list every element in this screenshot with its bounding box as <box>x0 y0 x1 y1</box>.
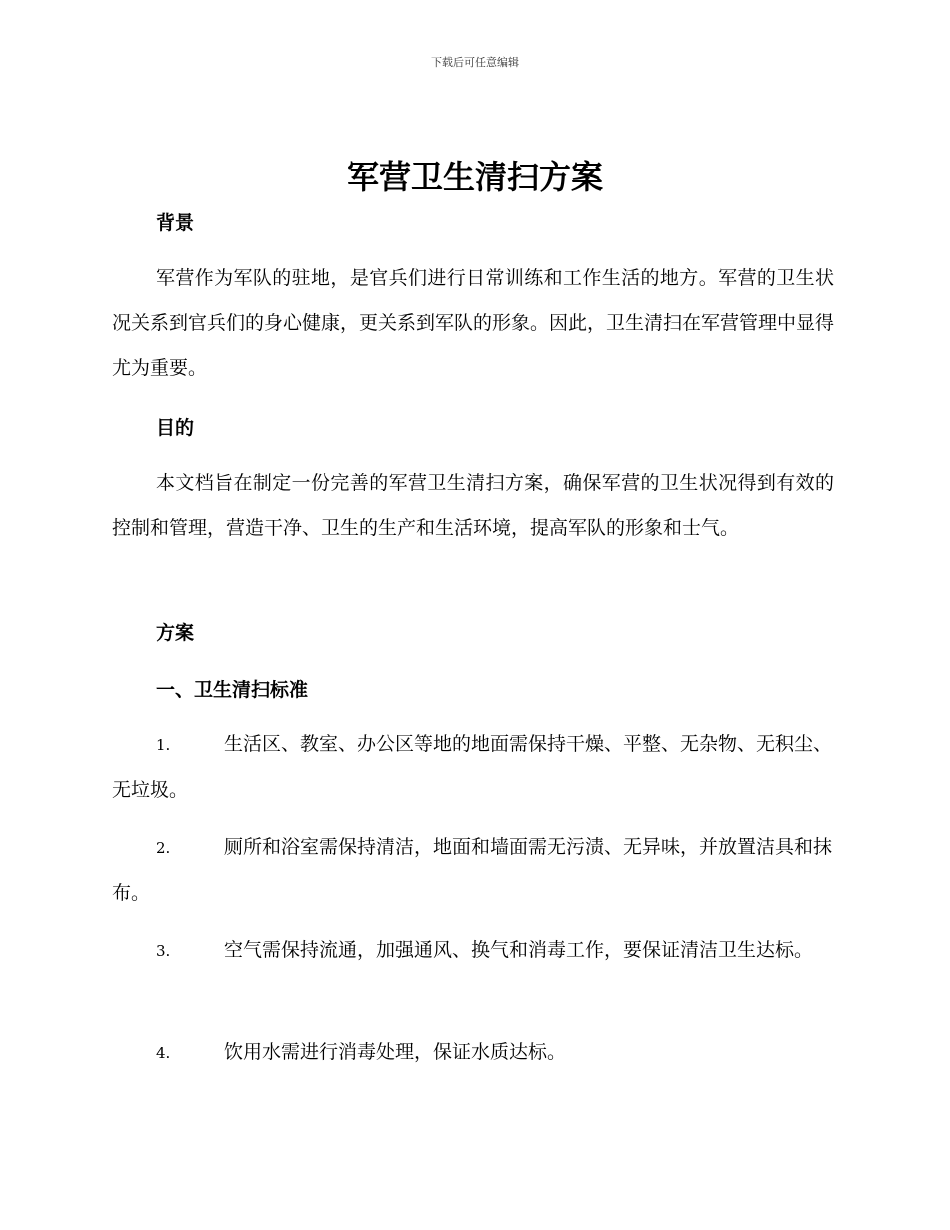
list-item <box>112 928 834 974</box>
list-item-number: 3. <box>156 942 171 960</box>
section-heading-background: 背景 <box>156 212 195 234</box>
section-heading-plan: 方案 <box>156 622 195 644</box>
header-note: 下载后可任意编辑 <box>431 56 519 69</box>
subsection-heading-standards: 一、卫生清扫标准 <box>156 679 309 701</box>
list-item-number: 1. <box>156 736 171 754</box>
list-item-text: 空气需保持流通，加强通风、换气和消毒工作，要保证清洁卫生达标。 <box>224 939 814 961</box>
section-heading-purpose: 目的 <box>156 417 195 439</box>
list-item-number: 2. <box>156 839 171 857</box>
background-paragraph: 军营作为军队的驻地，是官兵们进行日常训练和工作生活的地方。军营的卫生状况关系到官兵们的身心健康，更关系到军队的形象。因此，卫生清扫在军营管理中显得尤为重要。 <box>112 267 835 379</box>
list-item-text: 厕所和浴室需保持清洁，地面和墙面需无污渍、无异味，并放置洁具和抹布。 <box>112 836 833 904</box>
list-item-text: 饮用水需进行消毒处理，保证水质达标。 <box>224 1041 567 1063</box>
list-item <box>112 722 834 813</box>
purpose-paragraph: 本文档旨在制定一份完善的军营卫生清扫方案，确保军营的卫生状况得到有效的控制和管理，营造干净、卫生的生产和生活环境，提高军队的形象和士气。 <box>112 472 834 539</box>
list-item-text: 生活区、教室、办公区等地的地面需保持干燥、平整、无杂物、无积尘、无垃圾。 <box>112 733 833 801</box>
document-title: 军营卫生清扫方案 <box>346 158 603 196</box>
list-item-number: 4. <box>156 1044 171 1062</box>
list-item <box>112 1030 834 1076</box>
list-item <box>112 825 834 916</box>
